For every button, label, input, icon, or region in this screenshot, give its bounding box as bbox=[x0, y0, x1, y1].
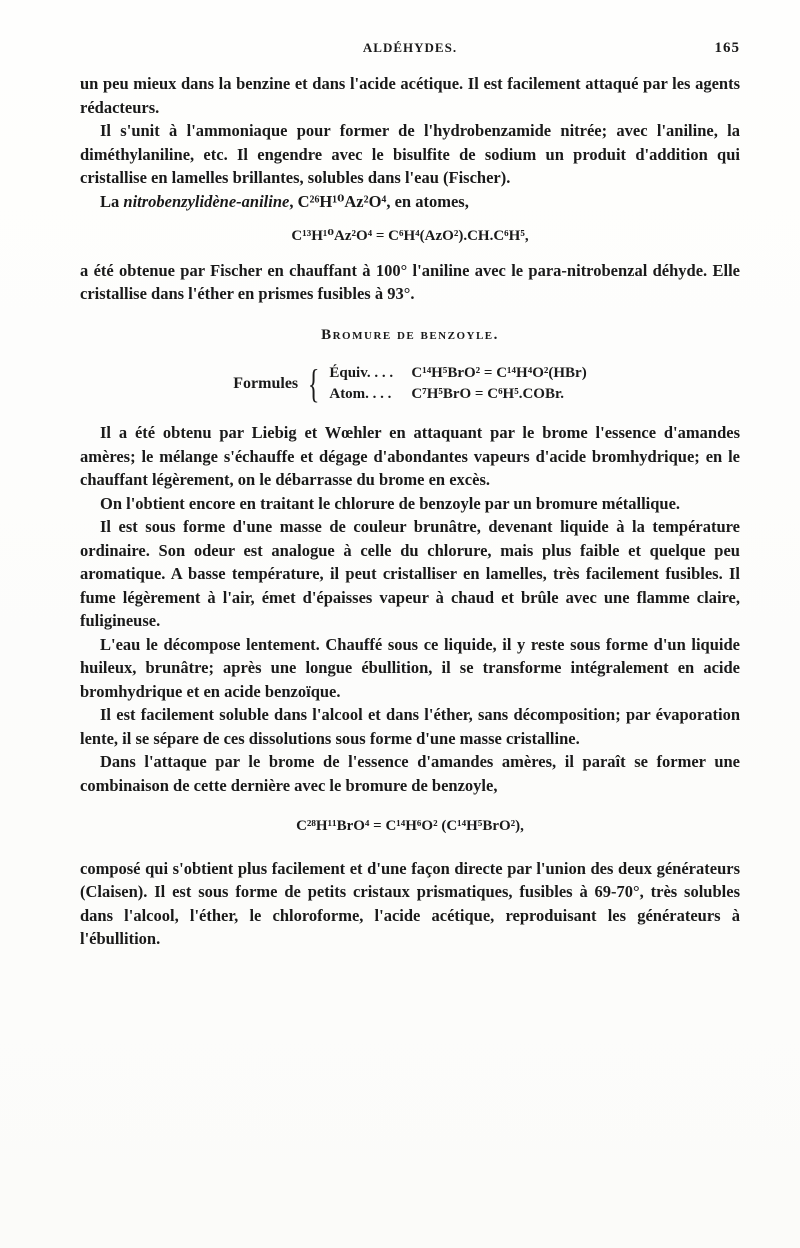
formules-block bbox=[80, 363, 740, 405]
paragraph: Il s'unit à l'ammoniaque pour former de l'hydrobenzamide nitrée; avec l'aniline, la diméthylaniline, etc. Il engendre avec le bisulfite de sodium un produit d'addition qui cristallise en lamelles brillantes, solubles dans l'eau (Fischer). bbox=[80, 121, 740, 187]
formules-label: Formules bbox=[233, 375, 299, 393]
section-title: Bromure de benzoyle. bbox=[321, 326, 499, 343]
chemical-formula: C¹³H¹⁰Az²O⁴ = C⁶H⁴(AzO²).CH.C⁶H⁵, bbox=[291, 228, 529, 244]
body-text bbox=[80, 72, 740, 951]
formules-row-value: C¹⁴H⁵BrO² = C¹⁴H⁴O²(HBr) bbox=[411, 365, 587, 381]
running-head bbox=[80, 40, 740, 64]
paragraph-lead: La bbox=[100, 191, 124, 211]
paragraph-rest: , C²⁶H¹⁰Az²O⁴, en atomes, bbox=[289, 191, 469, 211]
paragraph bbox=[80, 190, 740, 214]
page-number: 165 bbox=[714, 40, 740, 56]
formules-row bbox=[329, 363, 586, 384]
formules-row-value: C⁷H⁵BrO = C⁶H⁵.COBr. bbox=[411, 386, 565, 402]
paragraph: Il a été obtenu par Liebig et Wœhler en attaquant par le brome l'essence d'amandes amères; le mélange s'échauffe et dégage d'abondantes vapeurs d'acide bromhydrique; en le chauffant légèrement, on le débarrasse du brome en excès. bbox=[80, 423, 740, 489]
paragraph: a été obtenue par Fischer en chauffant à 100° l'aniline avec le para-nitrobenzal déhyde. Elle cristallise dans l'éther en prismes fusibles à 93°. bbox=[80, 260, 740, 303]
formules-row bbox=[329, 384, 586, 405]
paragraph: On l'obtient encore en traitant le chlorure de benzoyle par un bromure métallique. bbox=[100, 493, 681, 513]
formules-rows bbox=[329, 363, 586, 405]
running-title: ALDÉHYDES. bbox=[362, 40, 458, 55]
paragraph: Il est facilement soluble dans l'alcool et dans l'éther, sans décomposition; par évaporation lente, il se sépare de ces dissolutions sous forme d'une masse cristalline. bbox=[80, 705, 740, 748]
chemical-formula: C²⁸H¹¹BrO⁴ = C¹⁴H⁶O² (C¹⁴H⁵BrO²), bbox=[296, 818, 524, 834]
paragraph: Il est sous forme d'une masse de couleur brunâtre, devenant liquide à la température ordinaire. Son odeur est analogue à celle du chlorure, mais plus faible et quelque peu aromatique. A basse température, il peut cristalliser en lamelles, très facilement fusibles. Il fume légèrement à l'air, émet d'épaisses vapeur à chaud et brûle avec une flamme claire, fuligineuse. bbox=[80, 517, 740, 630]
paragraph: un peu mieux dans la benzine et dans l'acide acétique. Il est facilement attaqué par les agents rédacteurs. bbox=[80, 74, 740, 117]
paragraph: L'eau le décompose lentement. Chauffé sous ce liquide, il y reste sous forme d'un liquide huileux, brunâtre; après une longue ébullition, il se transforme intégralement en acide bromhydrique et en acide benzoïque. bbox=[80, 634, 740, 701]
formules-row-label: Équiv. . . . bbox=[329, 365, 394, 381]
compound-name: nitrobenzylidène-aniline bbox=[123, 191, 290, 211]
paragraph: composé qui s'obtient plus facilement et d'une façon directe par l'union des deux générateurs (Claisen). Il est sous forme de petits cristaux prismatiques, fusibles à 69-70°, très solubles dans l'alcool, l'éther, le chloroforme, l'acide acétique, reproduisant les générateurs à l'ébullition. bbox=[80, 858, 740, 948]
paragraph: Dans l'attaque par le brome de l'essence d'amandes amères, il paraît se former une combinaison de cette dernière avec le bromure de benzoyle, bbox=[80, 752, 740, 795]
brace-glyph: { bbox=[307, 361, 320, 406]
formules-row-label: Atom. . . . bbox=[329, 386, 392, 402]
